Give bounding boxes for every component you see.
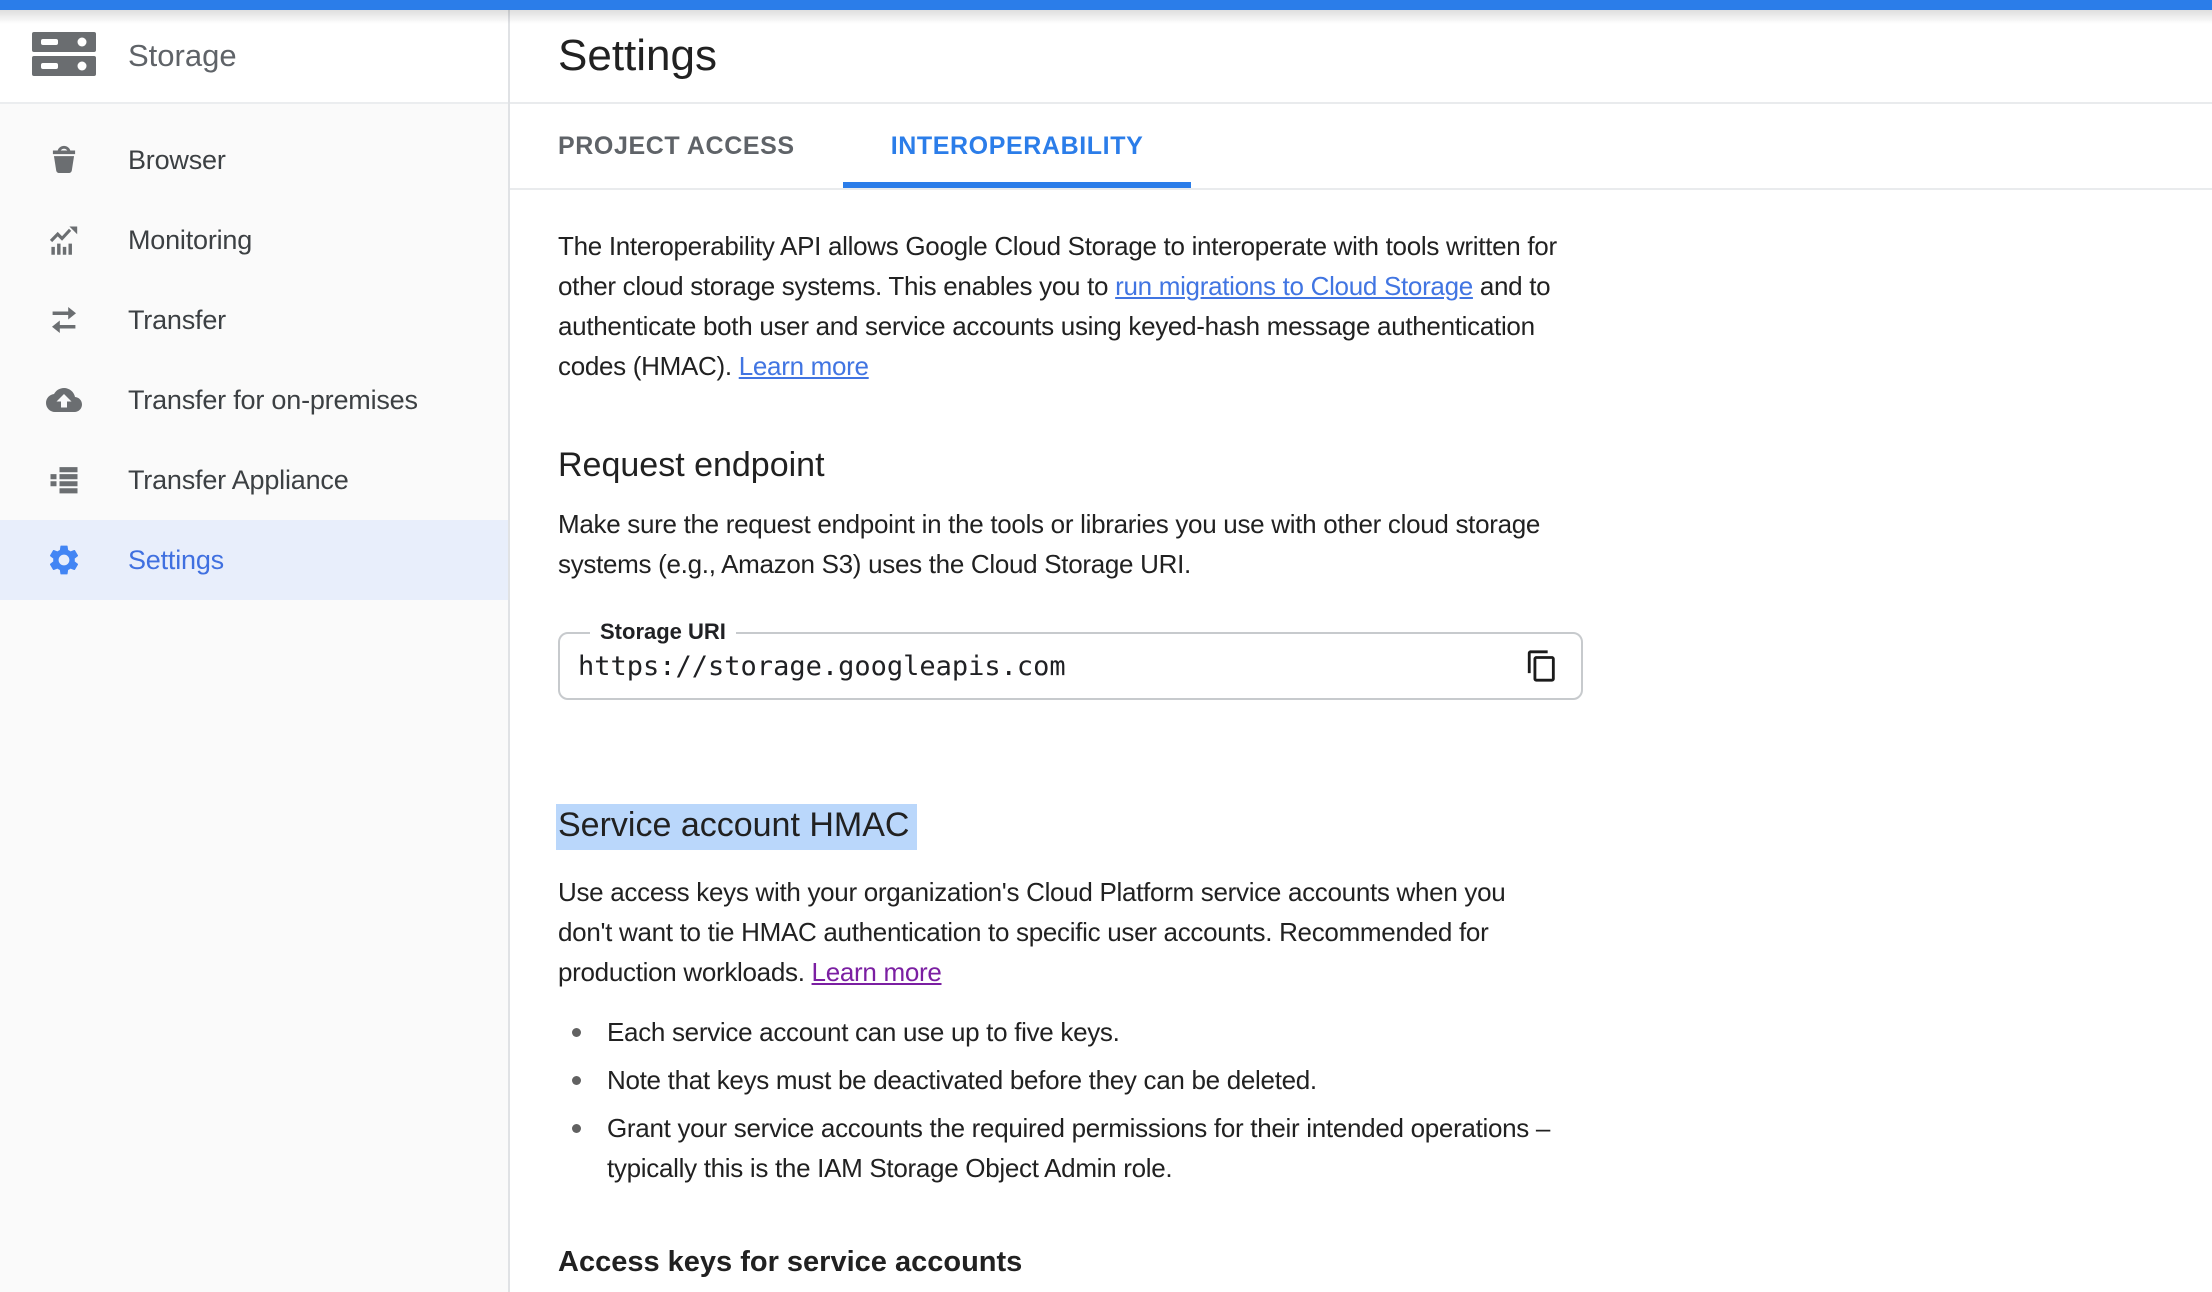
intro-text-before-link: The Interoperability API allows Google Cloud Storage to interoperate with tools written for other cloud storage systems. This enables you to (558, 231, 1557, 301)
request-endpoint-heading: Request endpoint (558, 446, 825, 484)
hmac-description (558, 872, 1558, 992)
main-panel (510, 10, 2212, 1292)
hmac-bullet-item: Each service account can use up to five keys. (558, 1012, 1603, 1052)
access-keys-subheading: Access keys for service accounts (558, 1246, 1023, 1278)
tab-bar (510, 104, 2212, 190)
sidebar-item-label: Settings (128, 544, 224, 575)
sidebar-nav (0, 104, 508, 600)
tab-interoperability[interactable]: INTEROPERABILITY (843, 104, 1192, 188)
monitoring-icon (46, 222, 82, 258)
intro-text-after-link: and to authenticate both user and service accounts using keyed-hash message authentication codes (HMAC). (558, 271, 1551, 381)
app-title: Storage (128, 38, 237, 73)
cloud-upload-icon (46, 382, 82, 418)
copy-uri-button[interactable] (1525, 648, 1561, 684)
hmac-text-before-link: Use access keys with your organization's Cloud Platform service accounts when you don't want to tie HMAC authentication to specific user accounts. Recommended for production workloads. (558, 877, 1506, 987)
page-header (510, 10, 2212, 104)
sidebar-item-settings[interactable] (0, 520, 508, 600)
gear-icon (46, 542, 82, 578)
storage-uri-field[interactable] (558, 619, 1583, 700)
request-endpoint-description: Make sure the request endpoint in the tools or libraries you use with other cloud storage systems (e.g., Amazon S3) uses the Cloud Storage URI. (558, 509, 1541, 579)
sidebar-item-browser[interactable] (0, 120, 508, 200)
intro-paragraph (558, 226, 1598, 386)
storage-racks-icon (32, 30, 96, 83)
hmac-bullet-list (558, 1012, 1603, 1188)
page-title: Settings (558, 31, 717, 80)
bucket-icon (46, 142, 82, 178)
sidebar-header (0, 10, 508, 104)
hmac-bullet-item: Grant your service accounts the required permissions for their intended operations – typically this is the IAM Storage Object Admin role. (558, 1108, 1603, 1188)
sidebar-item-transfer-on-premises[interactable] (0, 360, 508, 440)
sidebar-item-label: Transfer for on-premises (128, 384, 418, 415)
app-window (0, 10, 2212, 1292)
sidebar-item-label: Browser (128, 144, 226, 175)
appliance-list-icon (46, 462, 82, 498)
tab-project-access[interactable]: PROJECT ACCESS (558, 131, 795, 160)
interop-learn-more-link[interactable]: Learn more (738, 351, 869, 381)
sidebar-item-label: Transfer Appliance (128, 464, 349, 495)
sidebar-item-label: Monitoring (128, 224, 253, 255)
sidebar (0, 10, 510, 1292)
run-migrations-link[interactable]: run migrations to Cloud Storage (1115, 271, 1473, 301)
service-account-hmac-heading (558, 802, 2164, 848)
hmac-bullet-item: Note that keys must be deactivated before they can be deleted. (558, 1060, 1603, 1100)
hmac-learn-more-link[interactable]: Learn more (811, 957, 942, 987)
text-selection-highlight: Service account HMAC (556, 804, 917, 850)
sidebar-item-transfer[interactable] (0, 280, 508, 360)
sidebar-item-transfer-appliance[interactable] (0, 440, 508, 520)
sidebar-item-label: Transfer (128, 304, 226, 335)
interoperability-content (510, 190, 2212, 1279)
top-accent-bar (0, 0, 2212, 10)
storage-uri-label: Storage URI (590, 619, 736, 645)
copy-icon (1525, 649, 1561, 683)
sidebar-item-monitoring[interactable] (0, 200, 508, 280)
storage-uri-value: https://storage.googleapis.com (578, 650, 1066, 682)
transfer-arrows-icon (46, 302, 82, 338)
